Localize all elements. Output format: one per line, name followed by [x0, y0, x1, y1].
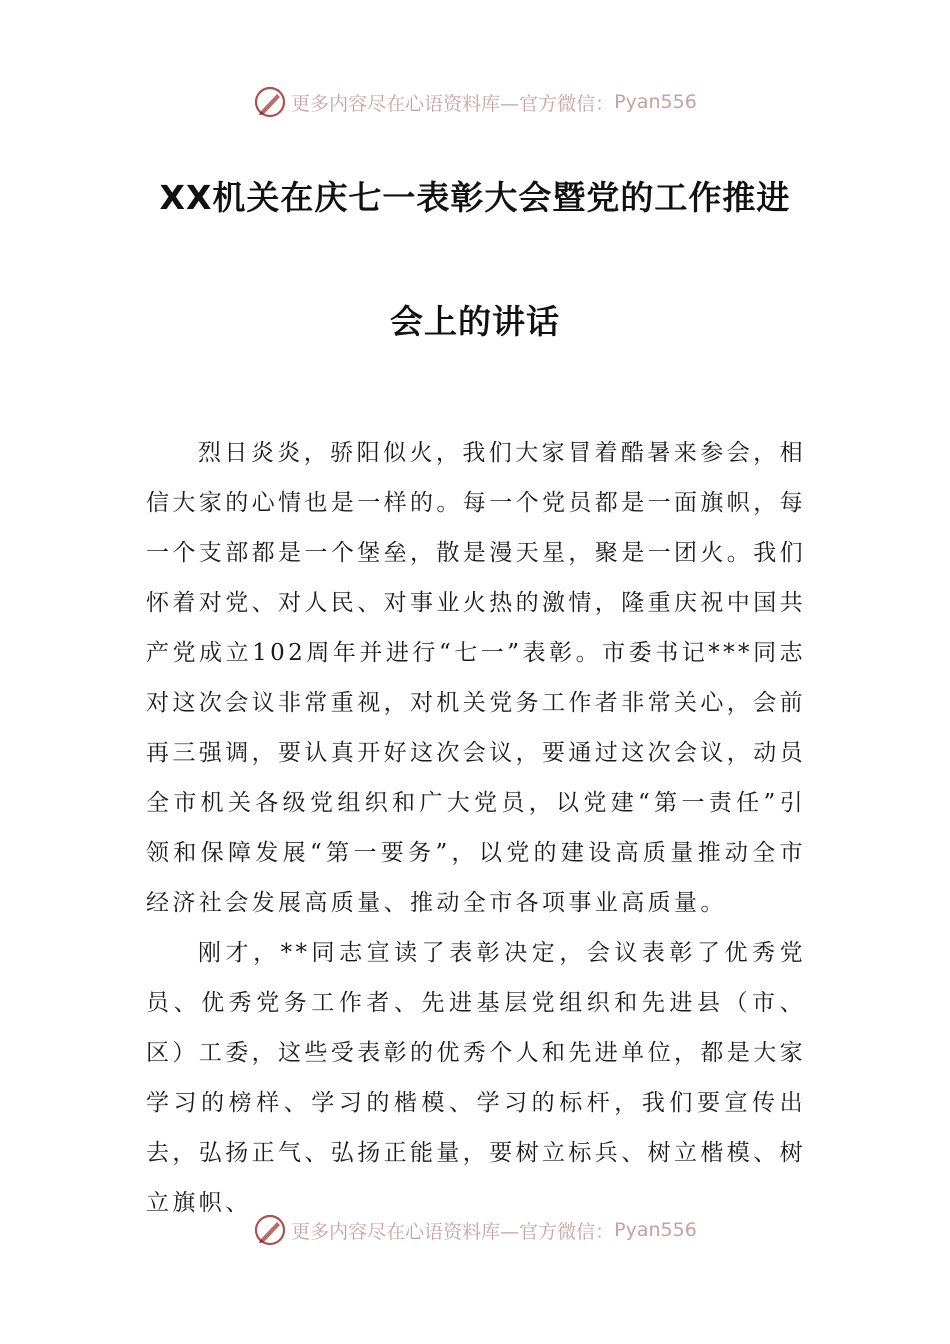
- footer-watermark: [0, 1210, 950, 1250]
- pen-logo-icon: [253, 85, 287, 119]
- watermark-text: 更多内容尽在心语资料库—官方微信：: [291, 1220, 615, 1243]
- document-title-line2: 会上的讲话: [390, 302, 560, 341]
- header-watermark: [0, 82, 950, 122]
- watermark-text: 更多内容尽在心语资料库—官方微信：: [291, 92, 615, 115]
- document-title-line1: XX机关在庆七一表彰大会暨党的工作推进: [159, 178, 791, 217]
- pen-logo-icon: [253, 1213, 287, 1247]
- paragraph: 烈日炎炎，骄阳似火，我们大家冒着酷暑来参会，相信大家的心情也是一样的。每一个党员都是一面旗帜，每一个支部都是一个堡垒，散是漫天星，聚是一团火。我们怀着对党、对人民、对事业火热的激情，隆重庆祝中国共产党成立102周年并进行“七一”表彰。市委书记***同志对这次会议非常重视，对机关党务工作者非常关心，会前再三强调，要认真开好这次会议，要通过这次会议，动员全市机关各级党组织和广大党员，以党建“第一责任”引领和保障发展“第一要务”，以党的建设高质量推动全市经济社会发展高质量、推动全市各项事业高质量。: [146, 440, 806, 916]
- paragraph: 刚才，**同志宣读了表彰决定，会议表彰了优秀党员、优秀党务工作者、先进基层党组织和先进县（市、区）工委，这些受表彰的优秀个人和先进单位，都是大家学习的榜样、学习的楷模、学习的标杆，我们要宣传出去，弘扬正气、弘扬正能量，要树立标兵、树立楷模、树立旗帜、: [146, 940, 806, 1216]
- watermark-wechat-id: Pyan556: [614, 91, 697, 113]
- document-body: [146, 428, 806, 1228]
- watermark-wechat-id: Pyan556: [614, 1219, 697, 1241]
